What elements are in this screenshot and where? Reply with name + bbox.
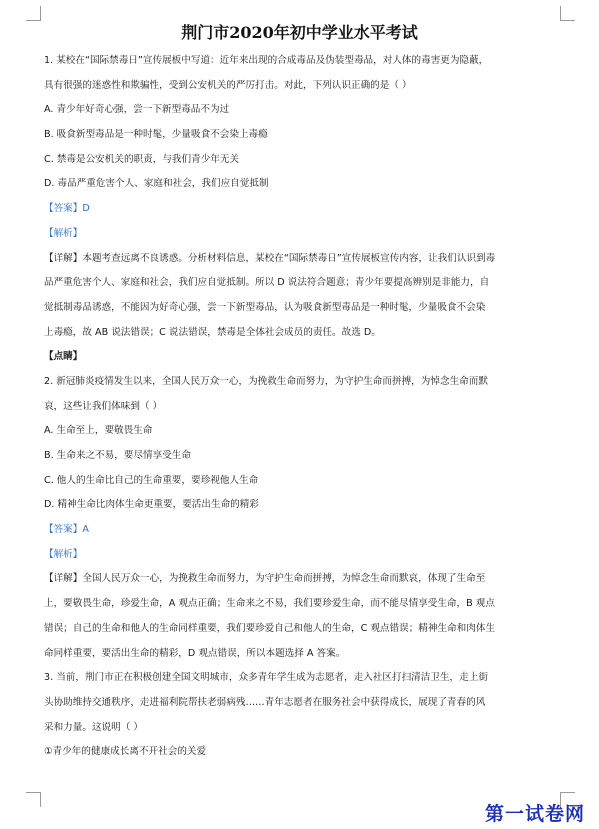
q1-comment-heading: 【点睛】 xyxy=(44,351,83,363)
q2-detail-line-1: 【详解】全国人民万众一心，为挽救生命而努力，为守护生命而拼搏，为悼念生命而默哀，体现了生命至 xyxy=(44,573,486,585)
q1-detail-line-1: 【详解】本题考查远离不良诱惑。分析材料信息，某校在“国际禁毒日”宣传展板宣传内容，让我们认识到毒 xyxy=(44,252,496,264)
q2-option-b: B. 生命来之不易，要尽情享受生命 xyxy=(44,450,191,461)
q1-detail-line-4: 上毒瘾，故 AB 说法错误；C 说法错误，禁毒是全体社会成员的责任。故选 D。 xyxy=(44,326,381,338)
q2-option-d: D. 精神生命比肉体生命更重要，要活出生命的精彩 xyxy=(44,499,259,511)
q1-detail-line-3: 觉抵制毒品诱惑，不能因为好奇心强，尝一下新型毒品，认为吸食新型毒品是一种时髦，少量吸食不会染 xyxy=(44,301,486,313)
q1-option-b: B. 吸食新型毒品是一种时髦，少量吸食不会染上毒瘾 xyxy=(44,129,268,141)
document-body xyxy=(44,52,559,768)
q1-answer: 【答案】D xyxy=(44,203,90,215)
q1-stem-line-1: 1. 某校在“国际禁毒日”宣传展板中写道：近年来出现的合成毒品及伪装型毒品，对人体的毒害更为隐蔽， xyxy=(44,55,489,66)
site-watermark: 第一试卷网 xyxy=(484,803,585,825)
q1-option-a: A. 青少年好奇心强，尝一下新型毒品不为过 xyxy=(44,104,230,116)
crop-mark-top-right xyxy=(560,6,575,21)
q3-stem-line-1: 3. 当前，荆门市正在积极创建全国文明城市，众多青年学生成为志愿者，走入社区打扫清洁卫生，走上街 xyxy=(44,672,488,684)
q3-stem-line-2: 头协助维持交通秩序，走进福利院帮扶老弱病残……青年志愿者在服务社会中获得成长，展现了青春的风 xyxy=(44,696,486,708)
q2-stem-line-2: 哀，这些让我们体味到（ ） xyxy=(44,400,163,412)
q2-analysis-heading: 【解析】 xyxy=(44,548,83,560)
q2-stem-line-1: 2. 新冠肺炎疫情发生以来，全国人民万众一心，为挽救生命而努力，为守护生命而拼搏，为悼念生命而默 xyxy=(44,375,488,387)
q2-detail-line-2: 上，要敬畏生命，珍爱生命，A 观点正确；生命来之不易，我们要珍爱生命，而不能尽情享受生命，B 观点 xyxy=(44,598,495,610)
q3-stem-line-3: 采和力量。这说明（ ） xyxy=(44,721,143,733)
q1-option-c: C. 禁毒是公安机关的职责，与我们青少年无关 xyxy=(44,153,240,165)
q2-answer: 【答案】A xyxy=(44,524,89,536)
crop-mark-top-left xyxy=(26,6,41,21)
q3-option-1: ①青少年的健康成长离不开社会的关爱 xyxy=(44,746,207,758)
document-title: 荆门市2020年初中学业水平考试 xyxy=(181,23,418,42)
q1-option-d: D. 毒品严重危害个人、家庭和社会，我们应自觉抵制 xyxy=(44,178,269,190)
q2-detail-line-3: 错误；自己的生命和他人的生命同样重要，我们要珍爱自己和他人的生命，C 观点错误；精神生命和肉体生 xyxy=(44,622,496,634)
q2-option-c: C. 他人的生命比自己的生命重要，要珍视他人生命 xyxy=(44,474,259,486)
crop-mark-bottom-left xyxy=(26,792,41,807)
q1-detail-line-2: 品严重危害个人、家庭和社会，我们应自觉抵制。所以 D 说法符合题意；青少年要提高辨别是非能力，自 xyxy=(44,277,490,289)
q2-detail-line-4: 命同样重要，要活出生命的精彩，D 观点错误，所以本题选择 A 答案。 xyxy=(44,647,346,659)
q1-stem-line-2: 具有很强的迷惑性和欺骗性，受到公安机关的严厉打击。对此，下列认识正确的是（ ） xyxy=(44,79,412,91)
q2-option-a: A. 生命至上，要敬畏生命 xyxy=(44,425,153,437)
q1-analysis-heading: 【解析】 xyxy=(44,227,83,239)
